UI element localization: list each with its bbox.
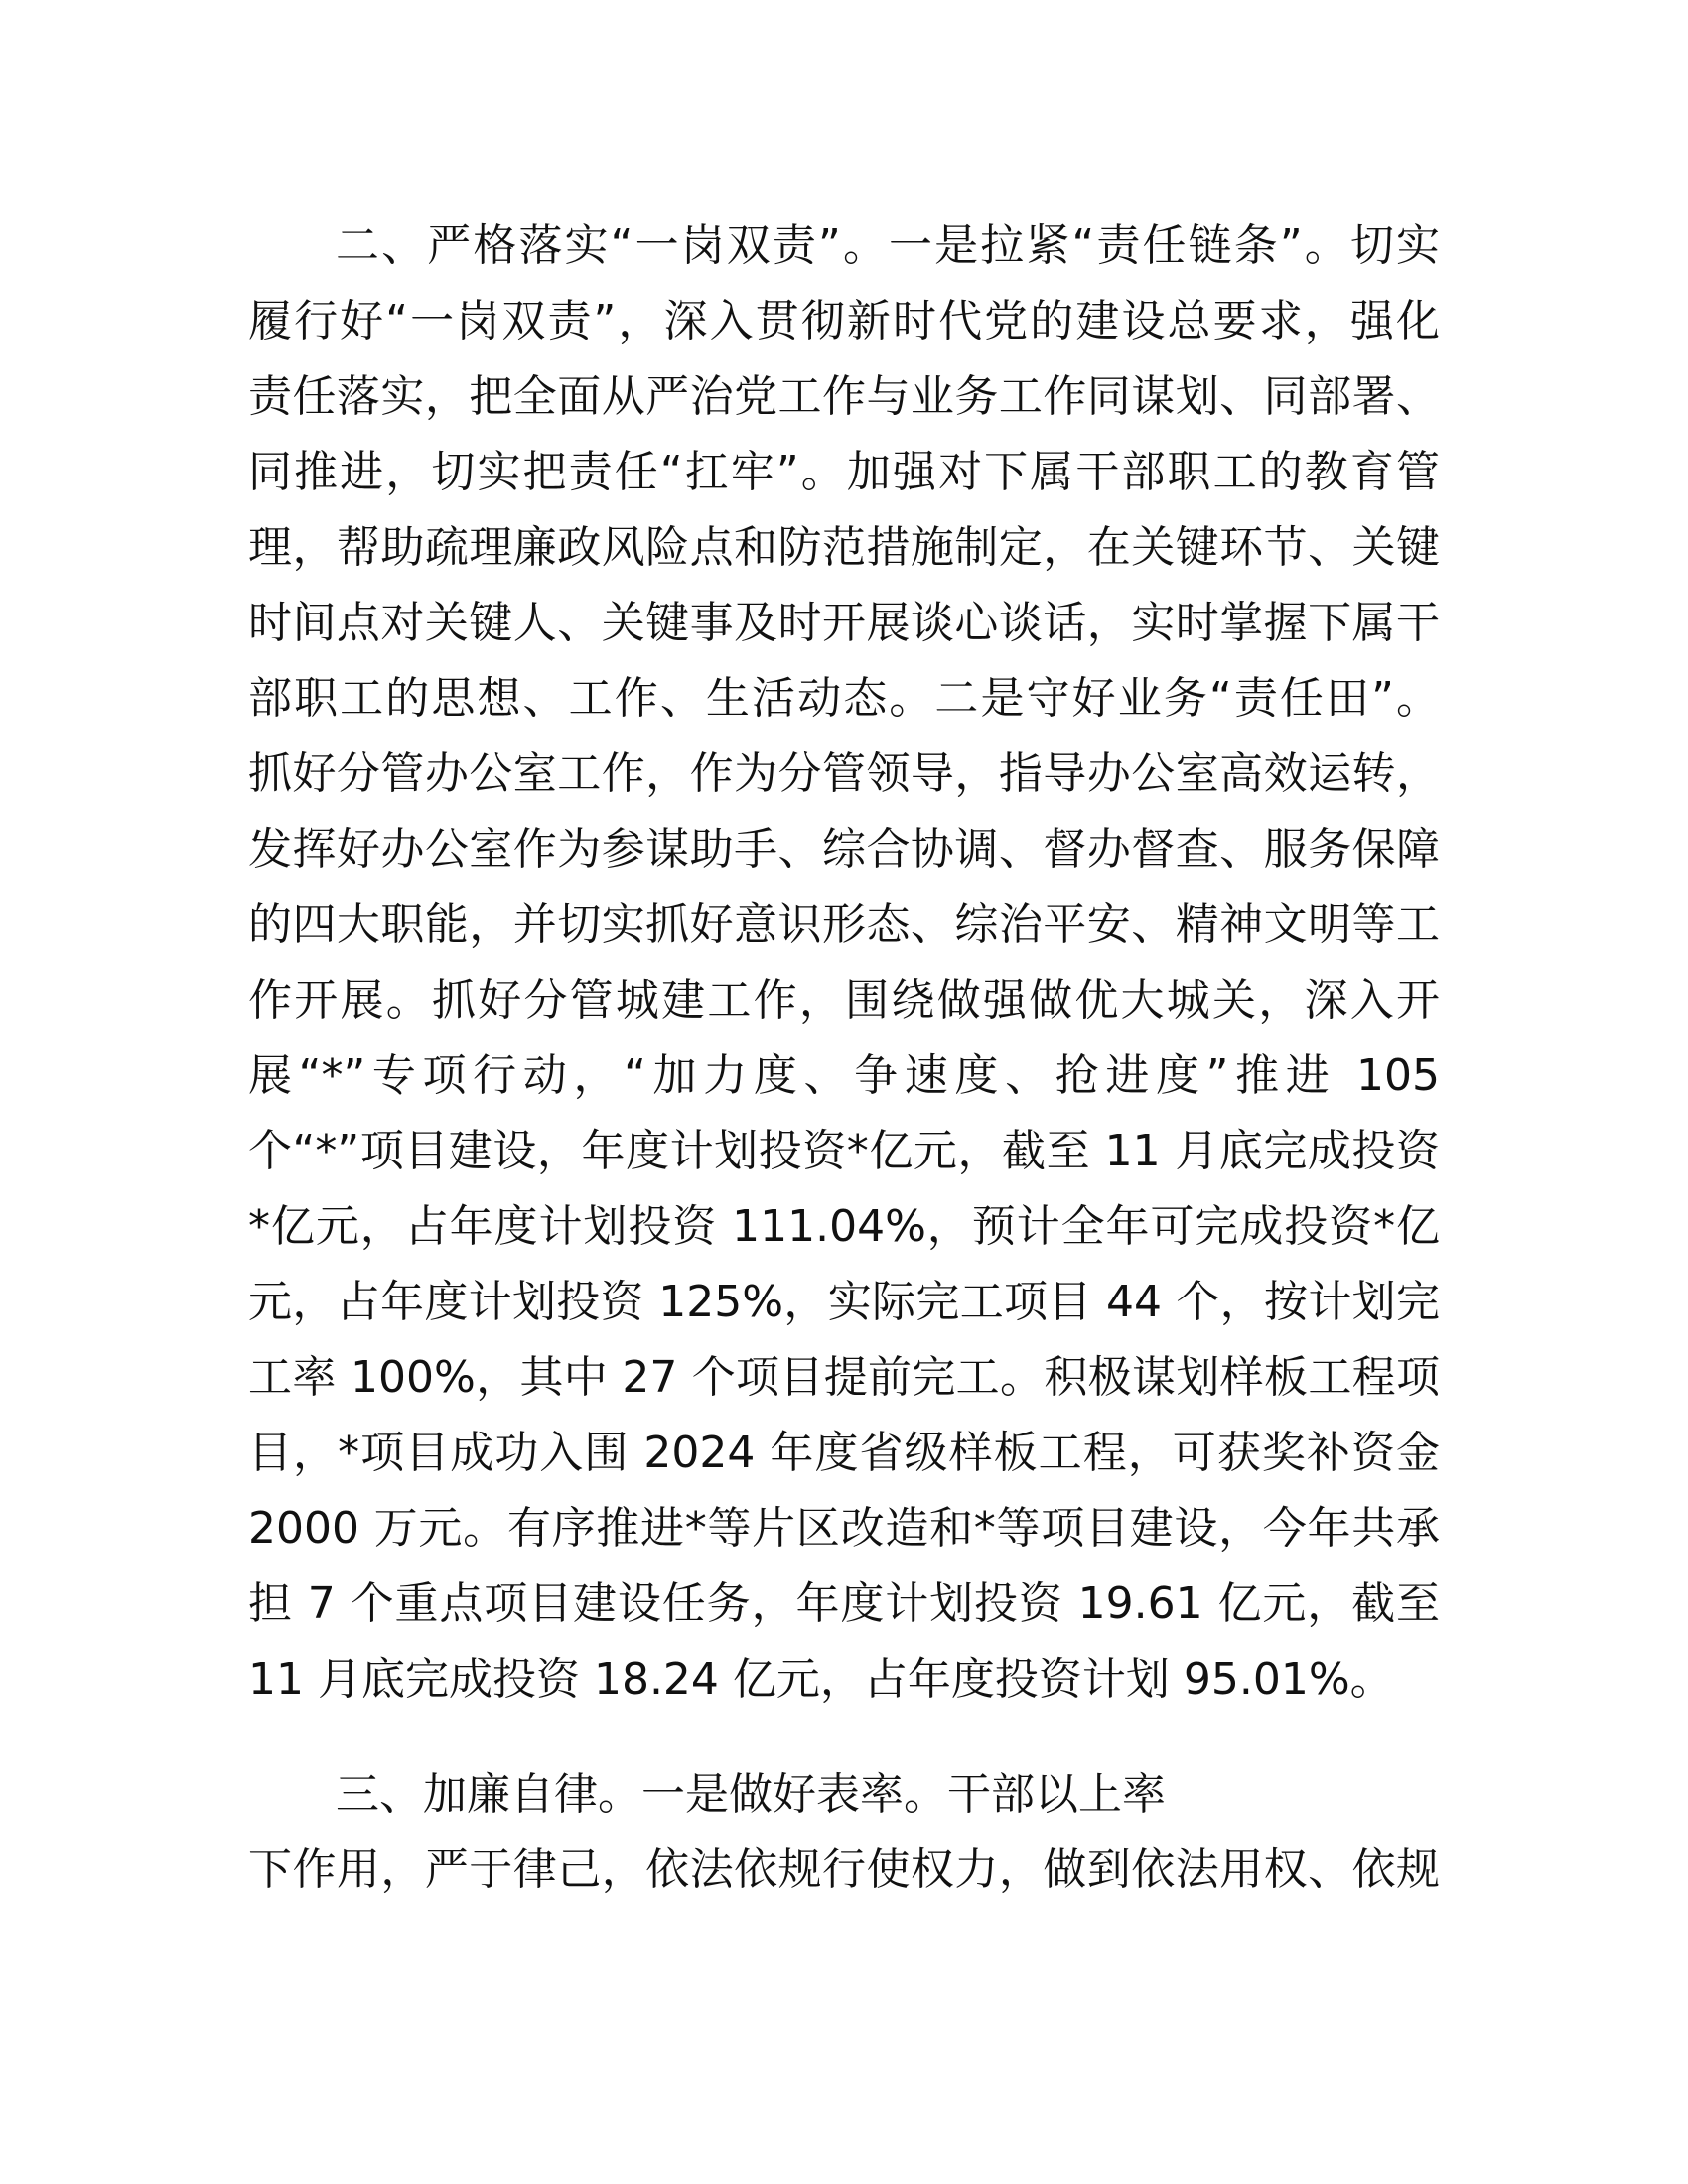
paragraph-line: 目，*项目成功入围 2024 年度省级样板工程，可获奖补资金 [248, 1428, 1440, 1478]
paragraph-line: 元，占年度计划投资 125%，实际完工项目 44 个，按计划完 [248, 1277, 1440, 1327]
paragraph-line: 的四大职能，并切实抓好意识形态、综治平安、精神文明等工 [248, 899, 1440, 950]
paragraph-self-discipline [248, 1757, 1440, 1908]
paragraph-line: 下作用，严于律己，依法依规行使权力，做到依法用权、依规 [248, 1844, 1440, 1895]
paragraph-line: 工率 100%，其中 27 个项目提前完工。积极谋划样板工程项 [248, 1352, 1440, 1403]
paragraph-line: 履行好“一岗双责”，深入贯彻新时代党的建设总要求，强化 [248, 296, 1440, 346]
paragraph-line: 2000 万元。有序推进*等片区改造和*等项目建设，今年共承 [248, 1503, 1440, 1554]
paragraph-line: 发挥好办公室作为参谋助手、综合协调、督办督查、服务保障 [248, 824, 1440, 875]
paragraph-line: 三、加廉自律。一是做好表率。干部以上率 [336, 1769, 1166, 1820]
paragraph-line: 11 月底完成投资 18.24 亿元，占年度投资计划 95.01%。 [248, 1654, 1394, 1705]
paragraph-responsibility [248, 208, 1440, 1717]
paragraph-line: 理，帮助疏理廉政风险点和防范措施制定，在关键环节、关键 [248, 522, 1440, 573]
paragraph-line: 担 7 个重点项目建设任务，年度计划投资 19.61 亿元，截至 [248, 1578, 1440, 1629]
paragraph-spacer [248, 1717, 1440, 1757]
paragraph-line: 抓好分管办公室工作，作为分管领导，指导办公室高效运转， [248, 749, 1440, 799]
paragraph-line: 时间点对关键人、关键事及时开展谈心谈话，实时掌握下属干 [248, 598, 1440, 648]
paragraph-line: 二、严格落实“一岗双责”。一是拉紧“责任链条”。切实 [336, 220, 1440, 271]
paragraph-line: 作开展。抓好分管城建工作，围绕做强做优大城关，深入开 [248, 975, 1440, 1025]
paragraph-line: 展“*”专项行动，“加力度、争速度、抢进度”推进 105 [248, 1050, 1440, 1101]
paragraph-line: *亿元，占年度计划投资 111.04%，预计全年可完成投资*亿 [248, 1201, 1440, 1252]
document-body [248, 208, 1440, 1908]
paragraph-line: 同推进，切实把责任“扛牢”。加强对下属干部职工的教育管 [248, 447, 1440, 497]
paragraph-line: 责任落实，把全面从严治党工作与业务工作同谋划、同部署、 [248, 371, 1440, 422]
paragraph-line: 部职工的思想、工作、生活动态。二是守好业务“责任田”。 [248, 673, 1440, 724]
paragraph-line: 个“*”项目建设，年度计划投资*亿元，截至 11 月底完成投资 [248, 1126, 1440, 1176]
